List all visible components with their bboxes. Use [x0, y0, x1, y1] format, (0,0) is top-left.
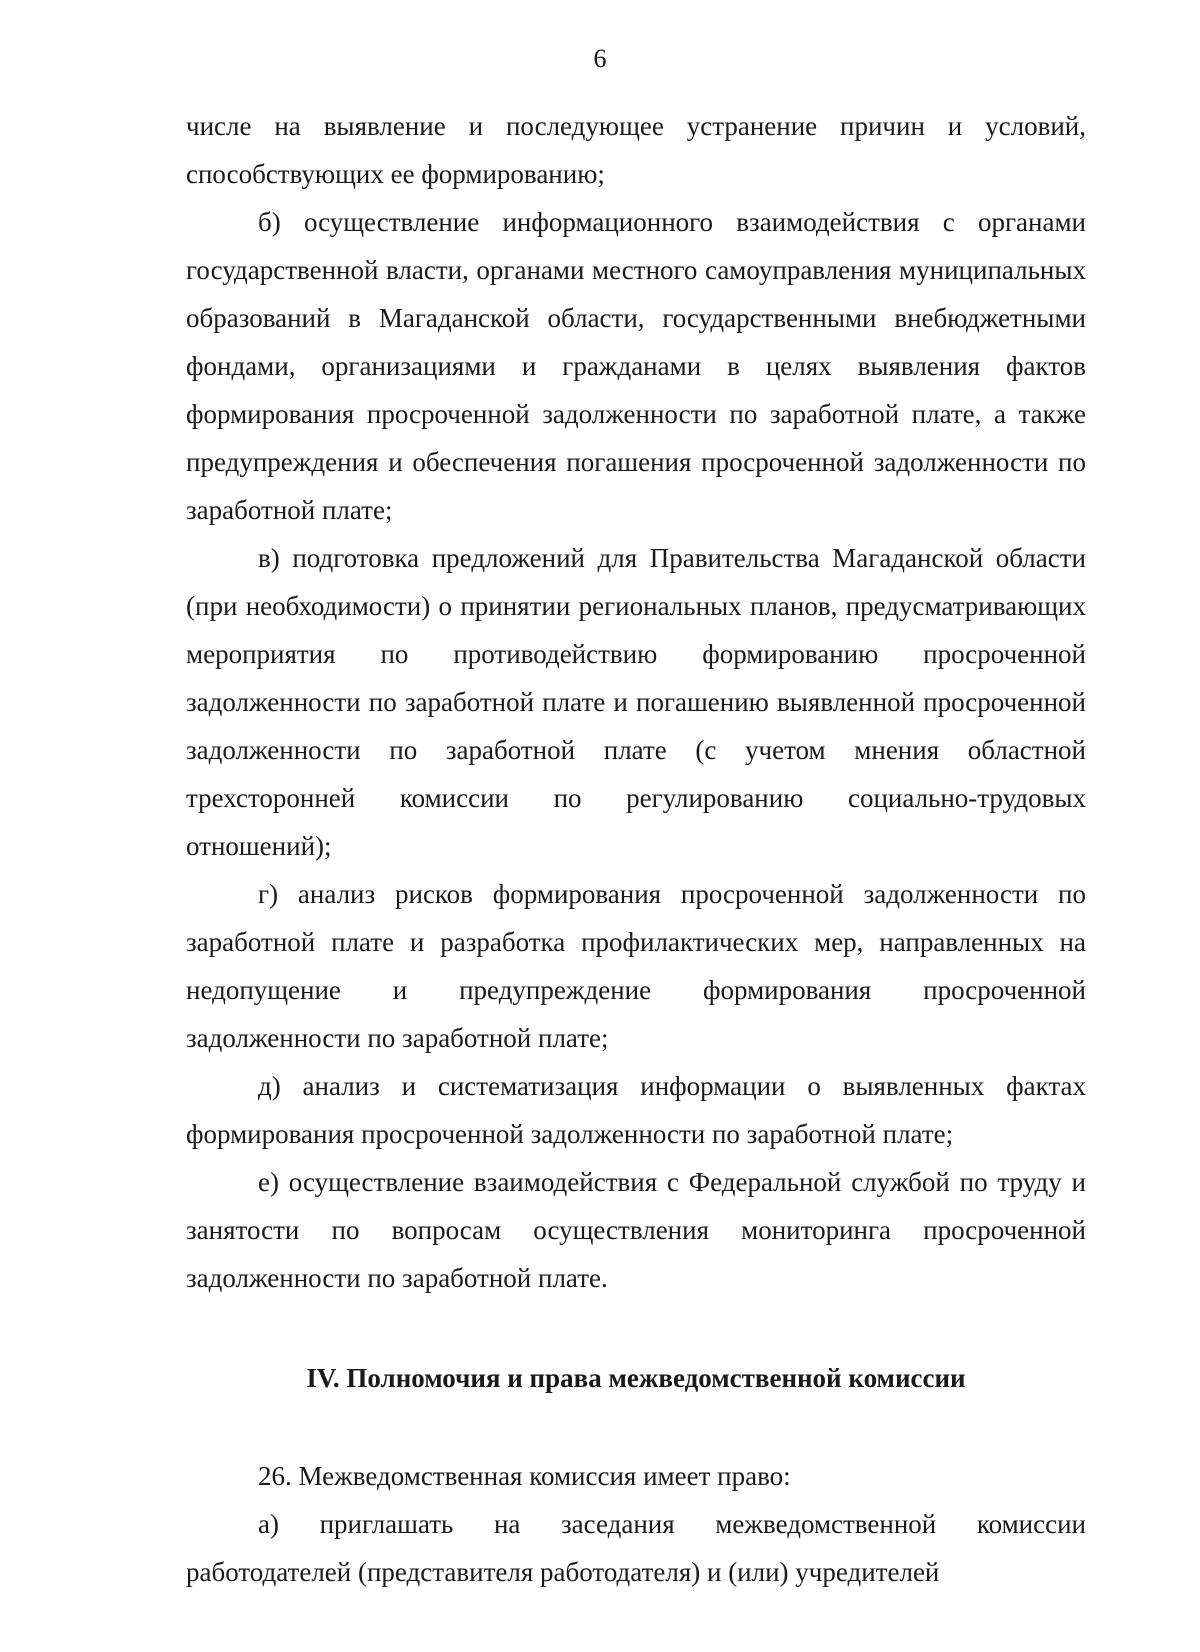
page-number: 6	[593, 44, 607, 73]
paragraph-item-e: е) осуществление взаимодействия с Федеральной службой по труду и занятости по вопросам осуществления мониторинга просроченной задолженности по заработной плате.	[186, 1167, 1086, 1293]
paragraph-item-b: б) осуществление информационного взаимодействия с органами государственной власти, органами местного самоуправления муниципальных образований в Магаданской области, государственными внебюджетными фондами, организациями и гражданами в целях выявления фактов формирования просроченной задолженности по заработной плате, а также предупреждения и обеспечения погашения просроченной задолженности по заработной плате;	[186, 207, 1086, 525]
paragraph-item-g: г) анализ рисков формирования просроченной задолженности по заработной плате и разработка профилактических мер, направленных на недопущение и предупреждение формирования просроченной задолженности по заработной плате;	[186, 879, 1086, 1053]
paragraph-item-d: д) анализ и систематизация информации о выявленных фактах формирования просроченной задолженности по заработной плате;	[186, 1071, 1086, 1149]
document-body	[186, 102, 1086, 1596]
section-heading: IV. Полномочия и права межведомственной комиссии	[306, 1363, 966, 1393]
paragraph-clause-26: 26. Межведомственная комиссия имеет право:	[258, 1461, 791, 1491]
paragraph-item-v: в) подготовка предложений для Правительства Магаданской области (при необходимости) о принятии региональных планов, предусматривающих мероприятия по противодействию формированию просроченной задолженности по заработной плате и погашению выявленной просроченной задолженности по заработной плате (с учетом мнения областной трехсторонней комиссии по регулированию социально-трудовых отношений);	[186, 543, 1086, 861]
paragraph-continuation: числе на выявление и последующее устранение причин и условий, способствующих ее формированию;	[186, 111, 1086, 189]
paragraph-item-a: а) приглашать на заседания межведомственной комиссии работодателей (представителя работодателя) и (или) учредителей	[186, 1509, 1086, 1587]
